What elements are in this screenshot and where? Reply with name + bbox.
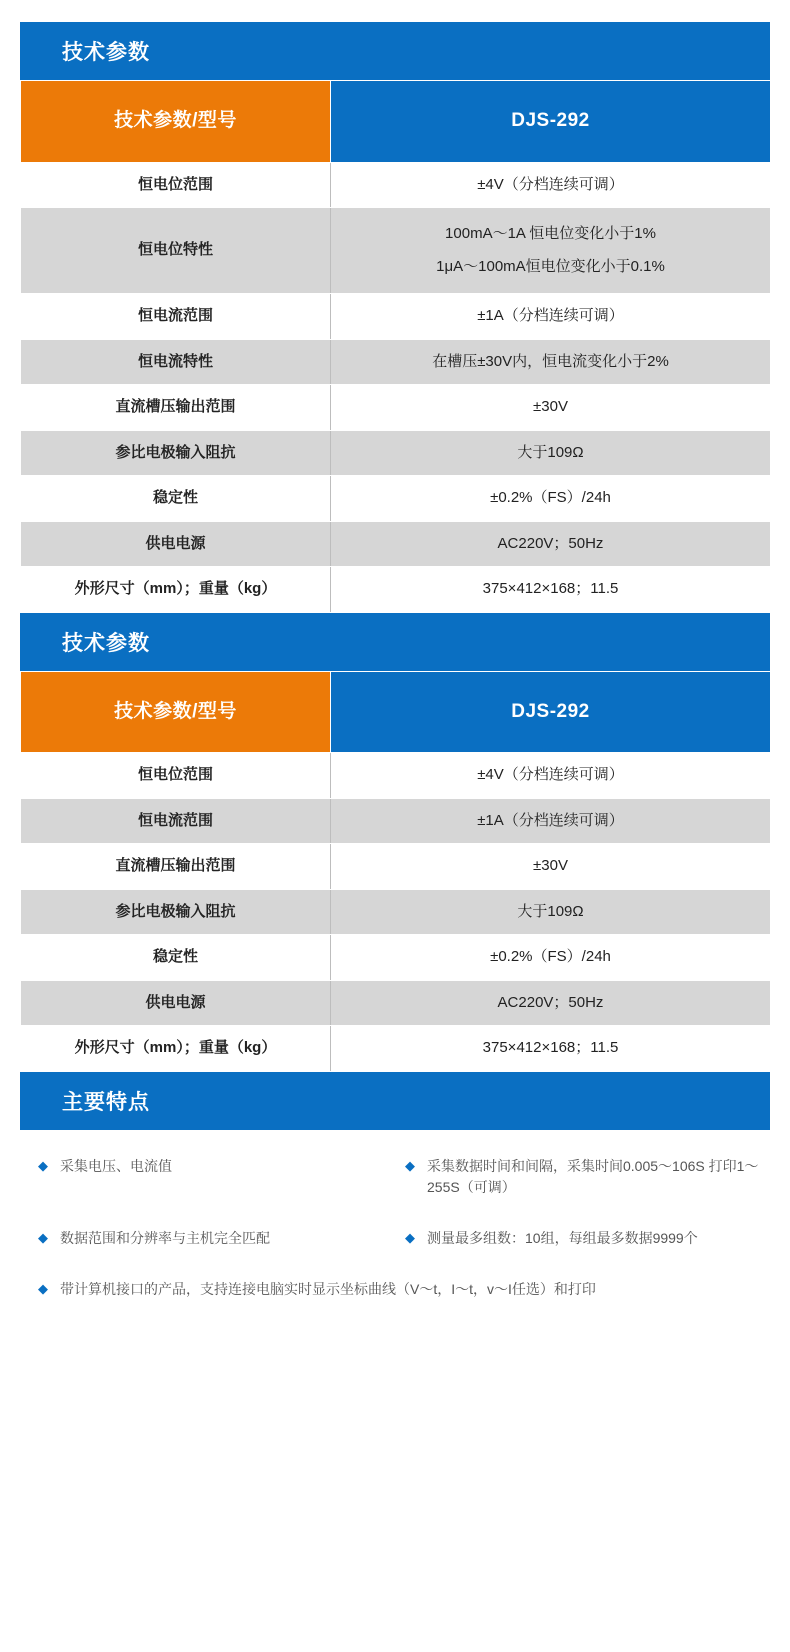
- row-value: ±0.2%（FS）/24h: [331, 935, 771, 981]
- table-header-row: [21, 81, 771, 163]
- diamond-bullet-icon: ◆: [38, 1229, 48, 1245]
- table-row: [21, 567, 771, 613]
- row-value: ±30V: [331, 844, 771, 890]
- table-row: [21, 476, 771, 522]
- row-label: 外形尺寸（mm）；重量（kg）: [21, 1026, 331, 1072]
- row-value-line: 100mA～1A 恒电位变化小于1%: [445, 225, 656, 242]
- row-value: 大于109Ω: [331, 889, 771, 935]
- header-cell-param: 技术参数/型号: [21, 671, 331, 753]
- table-row: [21, 844, 771, 890]
- table-row: [21, 798, 771, 844]
- row-value: AC220V；50Hz: [331, 521, 771, 567]
- header-cell-model: DJS-292: [331, 671, 771, 753]
- row-label: 稳定性: [21, 476, 331, 522]
- list-item: [20, 1156, 395, 1198]
- row-value: 大于109Ω: [331, 430, 771, 476]
- list-item: [395, 1156, 770, 1198]
- bottom-spacer: [0, 1330, 790, 1370]
- table-row: [21, 162, 771, 208]
- header-cell-param: 技术参数/型号: [21, 81, 331, 163]
- features-row: [20, 1279, 770, 1300]
- table-row: [21, 339, 771, 385]
- features-row: [20, 1228, 770, 1249]
- list-item-text: 带计算机接口的产品，支持连接电脑实时显示坐标曲线（V～t，I～t，v～I任选）和打印: [60, 1280, 596, 1297]
- diamond-bullet-icon: ◆: [38, 1280, 48, 1296]
- list-item: [20, 1228, 395, 1249]
- table-row: [21, 1026, 771, 1072]
- list-item-text: 采集数据时间和间隔，采集时间0.005～106S 打印1～255S（可调）: [427, 1157, 759, 1195]
- row-label: 恒电流范围: [21, 798, 331, 844]
- row-value-line: 1μA～100mA恒电位变化小于0.1%: [436, 257, 665, 275]
- row-label: 恒电位范围: [21, 162, 331, 208]
- row-label: 恒电位范围: [21, 753, 331, 799]
- row-label: 恒电位特性: [21, 208, 331, 294]
- row-label: 参比电极输入阻抗: [21, 889, 331, 935]
- list-item: [20, 1279, 770, 1300]
- features-row: [20, 1156, 770, 1198]
- diamond-bullet-icon: ◆: [405, 1157, 415, 1173]
- table-row: [21, 889, 771, 935]
- row-label: 恒电流范围: [21, 294, 331, 340]
- spec-table-1: [20, 80, 771, 613]
- row-value: ±30V: [331, 385, 771, 431]
- row-value: 在槽压±30V内，恒电流变化小于2%: [331, 339, 771, 385]
- row-label: 外形尺寸（mm）；重量（kg）: [21, 567, 331, 613]
- row-value: ±4V（分档连续可调）: [331, 753, 771, 799]
- features-list: [20, 1156, 770, 1300]
- row-label: 直流槽压输出范围: [21, 844, 331, 890]
- table-row: [21, 521, 771, 567]
- row-label: 参比电极输入阻抗: [21, 430, 331, 476]
- row-value: 375×412×168；11.5: [331, 1026, 771, 1072]
- table-row: [21, 980, 771, 1026]
- row-value: 375×412×168；11.5: [331, 567, 771, 613]
- table-header-row: [21, 671, 771, 753]
- diamond-bullet-icon: ◆: [38, 1157, 48, 1173]
- row-value: AC220V；50Hz: [331, 980, 771, 1026]
- row-value: ±4V（分档连续可调）: [331, 162, 771, 208]
- table-row: [21, 753, 771, 799]
- table-row: [21, 935, 771, 981]
- list-item-text: 数据范围和分辨率与主机完全匹配: [60, 1229, 270, 1246]
- list-item: [395, 1228, 770, 1249]
- section-banner-1: 技术参数: [20, 22, 770, 80]
- row-value: ±1A（分档连续可调）: [331, 294, 771, 340]
- row-label: 稳定性: [21, 935, 331, 981]
- row-label: 直流槽压输出范围: [21, 385, 331, 431]
- row-label: 供电电源: [21, 980, 331, 1026]
- table-row: [21, 430, 771, 476]
- diamond-bullet-icon: ◆: [405, 1229, 415, 1245]
- list-item-text: 测量最多组数：10组，每组最多数据9999个: [427, 1229, 698, 1246]
- table-row: [21, 294, 771, 340]
- row-value: ±0.2%（FS）/24h: [331, 476, 771, 522]
- table-row: [21, 208, 771, 294]
- row-label: 恒电流特性: [21, 339, 331, 385]
- list-item-text: 采集电压、电流值: [60, 1157, 172, 1174]
- table-row: [21, 385, 771, 431]
- features-banner: 主要特点: [20, 1072, 770, 1130]
- row-value: [331, 208, 771, 294]
- row-label: 供电电源: [21, 521, 331, 567]
- spec-table-2: [20, 671, 771, 1072]
- row-value: ±1A（分档连续可调）: [331, 798, 771, 844]
- header-cell-model: DJS-292: [331, 81, 771, 163]
- section-banner-2: 技术参数: [20, 613, 770, 671]
